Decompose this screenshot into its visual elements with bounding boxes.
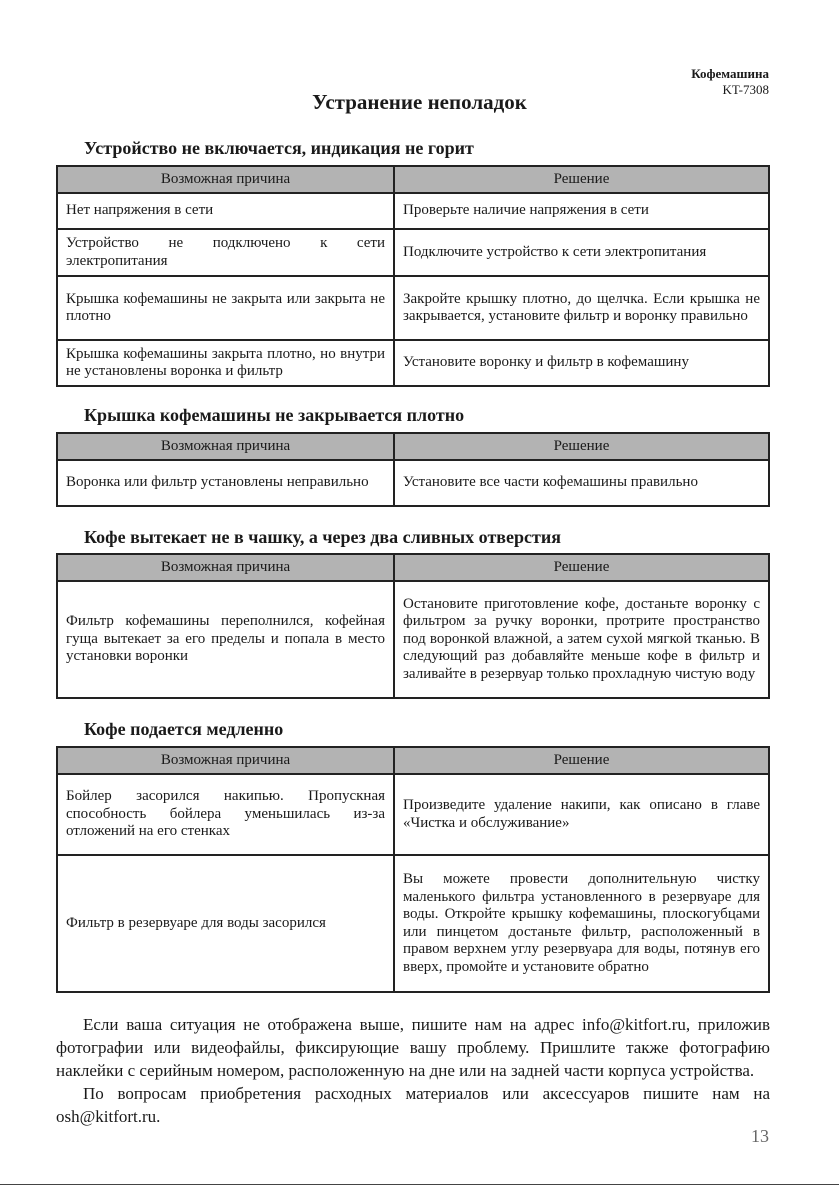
column-header-cause: Возможная причина — [57, 554, 394, 581]
column-header-solution: Решение — [394, 433, 769, 460]
table-row — [57, 276, 769, 340]
section-title-coffee-leaking: Кофе вытекает не в чашку, а через два сливных отверстия — [84, 527, 561, 547]
table-row — [57, 340, 769, 386]
table-row — [57, 581, 769, 698]
page-title: Устранение неполадок — [312, 90, 527, 114]
solution-cell: Проверьте наличие напряжения в сети — [394, 193, 769, 229]
solution-cell: Установите все части кофемашины правильно — [394, 460, 769, 506]
troubleshooting-table-lid — [56, 432, 770, 507]
column-header-cause: Возможная причина — [57, 747, 394, 774]
table-row — [57, 774, 769, 855]
solution-cell: Закройте крышку плотно, до щелчка. Если крышка не закрывается, установите фильтр и воронку правильно — [394, 276, 769, 340]
cause-cell: Крышка кофемашины закрыта плотно, но внутри не установлены воронка и фильтр — [57, 340, 394, 386]
column-header-cause: Возможная причина — [57, 166, 394, 193]
cause-cell: Фильтр кофемашины переполнился, кофейная гуща вытекает за его пределы и попала в место установки воронки — [57, 581, 394, 698]
troubleshooting-table-slow — [56, 746, 770, 993]
cause-cell: Воронка или фильтр установлены неправильно — [57, 460, 394, 506]
cause-cell: Крышка кофемашины не закрыта или закрыта не плотно — [57, 276, 394, 340]
contact-paragraph: Если ваша ситуация не отображена выше, пишите нам на адрес info@kitfort.ru, приложив фотографии или видеофайлы, фиксирующие вашу проблему. Пришлите также фотографию наклейки с серийным номером, расположенную на дне или на задней части корпуса устройства. — [56, 1015, 770, 1080]
table-row — [57, 855, 769, 992]
solution-cell: Установите воронку и фильтр в кофемашину — [394, 340, 769, 386]
column-header-solution: Решение — [394, 166, 769, 193]
section-title-no-power: Устройство не включается, индикация не горит — [84, 138, 474, 158]
section-title-lid-not-closing: Крышка кофемашины не закрывается плотно — [84, 405, 465, 425]
cause-cell: Нет напряжения в сети — [57, 193, 394, 229]
troubleshooting-table-no-power — [56, 165, 770, 387]
table-row — [57, 193, 769, 229]
model-number: KT-7308 — [722, 82, 769, 97]
table-row — [57, 229, 769, 276]
product-name: Кофемашина — [691, 66, 769, 81]
column-header-solution: Решение — [394, 747, 769, 774]
solution-cell: Вы можете провести дополнительную чистку маленького фильтра установленного в резервуаре для воды. Откройте крышку кофемашины, плоскогубцами или пинцетом достаньте фильтр, расположенный в правом верхнем углу резервуара для воды, потянув его вверх, промойте и установите обратно — [394, 855, 769, 992]
table-row — [57, 460, 769, 506]
column-header-solution: Решение — [394, 554, 769, 581]
solution-cell: Остановите приготовление кофе, достаньте воронку с фильтром за ручку воронки, протрите пространство под воронкой влажной, а затем сухой мягкой тканью. В следующий раз добавляйте меньше кофе в фильтр и заливайте в резервуар только прохладную чистую воду — [394, 581, 769, 698]
contact-info — [56, 1013, 770, 1128]
accessories-paragraph: По вопросам приобретения расходных материалов или аксессуаров пишите нам на osh@kitfort.ru. — [56, 1084, 770, 1126]
cause-cell: Бойлер засорился накипью. Пропускная способность бойлера уменьшилась из-за отложений на его стенках — [57, 774, 394, 855]
section-title-slow-brewing: Кофе подается медленно — [84, 719, 284, 739]
troubleshooting-table-leaking — [56, 553, 770, 699]
cause-cell: Устройство не подключено к сети электропитания — [57, 229, 394, 276]
column-header-cause: Возможная причина — [57, 433, 394, 460]
page-number: 13 — [751, 1126, 769, 1146]
cause-cell: Фильтр в резервуаре для воды засорился — [57, 855, 394, 992]
solution-cell: Произведите удаление накипи, как описано в главе «Чистка и обслуживание» — [394, 774, 769, 855]
solution-cell: Подключите устройство к сети электропитания — [394, 229, 769, 276]
page-bottom-rule — [0, 1184, 839, 1185]
